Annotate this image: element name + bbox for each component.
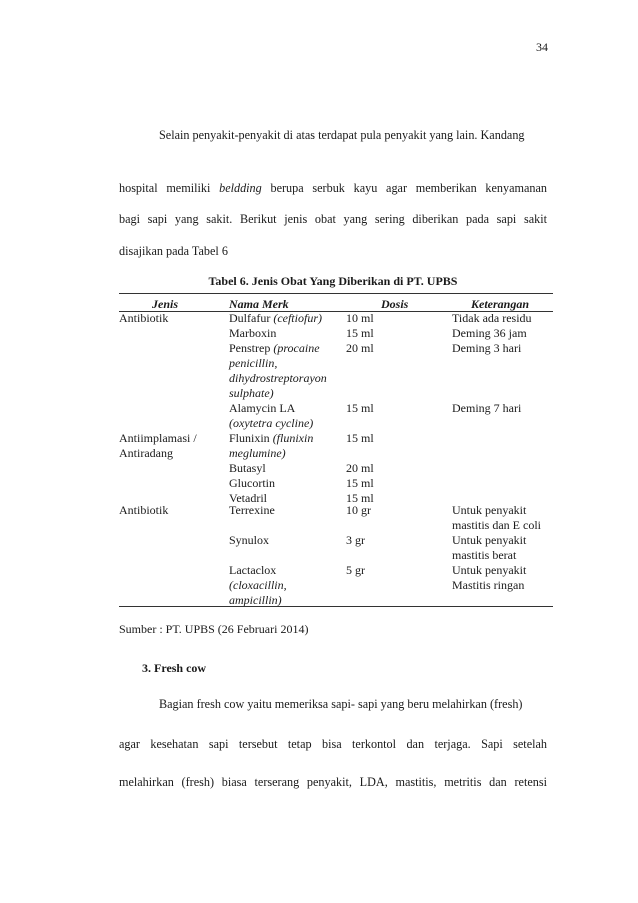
italic-term: beldding: [219, 181, 262, 195]
generic-name: ampicillin): [229, 593, 282, 607]
nama-merk-cell: Dulfafur (ceftiofur): [229, 311, 322, 325]
nama-merk-cell: Penstrep (procaine: [229, 341, 320, 355]
keterangan-cell: Deming 3 hari: [452, 341, 522, 355]
dosis-cell: 15 ml: [346, 401, 374, 415]
dosis-cell: 15 ml: [346, 491, 374, 505]
header-keterangan: Keterangan: [471, 297, 530, 311]
body-line-2: agar kesehatan sapi tersebut tetap bisa terkontol dan terjaga. Sapi setelah: [119, 737, 547, 751]
table-caption: Tabel 6. Jenis Obat Yang Diberikan di PT. UPBS: [208, 274, 458, 288]
dosis-cell: 20 ml: [346, 461, 374, 475]
nama-merk-cell: Glucortin: [229, 476, 275, 490]
nama-merk-cell: [229, 446, 286, 461]
header-dosis: Dosis: [381, 297, 409, 311]
generic-name: meglumine): [229, 446, 286, 460]
nama-merk-cell: [229, 386, 274, 401]
header-jenis: Jenis: [152, 297, 179, 311]
dosis-cell: 15 ml: [346, 476, 374, 490]
nama-merk-cell: Alamycin LA: [229, 401, 296, 415]
generic-name: sulphate): [229, 386, 274, 400]
generic-name: (ceftiofur): [273, 311, 322, 325]
dosis-cell: 15 ml: [346, 431, 374, 445]
generic-name: penicillin,: [229, 356, 278, 370]
keterangan-cell: Untuk penyakit: [452, 503, 527, 517]
dosis-cell: 15 ml: [346, 326, 374, 340]
keterangan-cell: Deming 36 jam: [452, 326, 527, 340]
section-heading: 3. Fresh cow: [142, 661, 207, 675]
jenis-cell: Antiimplamasi /: [119, 431, 197, 445]
dosis-cell: 3 gr: [346, 533, 365, 547]
page-number: 34: [536, 40, 548, 54]
table-bottom-rule: [119, 606, 553, 607]
intro-line-3: bagi sapi yang sakit. Berikut jenis obat yang sering diberikan pada sapi sakit: [119, 212, 547, 226]
dosis-cell: 20 ml: [346, 341, 374, 355]
nama-merk-cell: Vetadril: [229, 491, 267, 505]
nama-merk-cell: Synulox: [229, 533, 270, 547]
keterangan-cell: Untuk penyakit: [452, 563, 527, 577]
nama-merk-cell: [229, 578, 287, 593]
keterangan-cell: Mastitis ringan: [452, 578, 525, 592]
nama-merk-cell: Marboxin: [229, 326, 277, 340]
nama-merk-cell: Lactaclox: [229, 563, 277, 577]
dosis-cell: 10 gr: [346, 503, 371, 517]
jenis-cell: Antiradang: [119, 446, 173, 460]
generic-name: (procaine: [273, 341, 320, 355]
generic-name: (oxytetra cycline): [229, 416, 314, 430]
nama-merk-cell: Terrexine: [229, 503, 275, 517]
intro-line-4: disajikan pada Tabel 6: [119, 244, 228, 258]
nama-merk-cell: [229, 416, 313, 431]
generic-name: dihydrostreptorayon: [229, 371, 327, 385]
table-top-rule: [119, 293, 553, 294]
body-line-1: Bagian fresh cow yaitu memeriksa sapi- sapi yang beru melahirkan (fresh): [159, 697, 523, 711]
keterangan-cell: Deming 7 hari: [452, 401, 522, 415]
generic-name: (flunixin: [272, 431, 314, 445]
intro-line-1: Selain penyakit-penyakit di atas terdapat pula penyakit yang lain. Kandang: [159, 128, 525, 142]
generic-name: (cloxacillin,: [229, 578, 287, 592]
nama-merk-cell: [229, 356, 277, 371]
body-line-3: melahirkan (fresh) biasa terserang penyakit, LDA, mastitis, metritis dan retensi: [119, 775, 547, 789]
jenis-cell: Antibiotik: [119, 311, 169, 325]
intro-line-2: hospital memiliki beldding berupa serbuk kayu agar memberikan kenyamanan: [119, 181, 548, 195]
header-nama-merk: Nama Merk: [229, 297, 289, 311]
nama-merk-cell: Flunixin (flunixin: [229, 431, 314, 445]
table-source: Sumber : PT. UPBS (26 Februari 2014): [119, 622, 309, 636]
keterangan-cell: Untuk penyakit: [452, 533, 527, 547]
dosis-cell: 10 ml: [346, 311, 374, 325]
keterangan-cell: mastitis berat: [452, 548, 517, 562]
nama-merk-cell: Butasyl: [229, 461, 266, 475]
jenis-cell: Antibiotik: [119, 503, 169, 517]
keterangan-cell: mastitis dan E coli: [452, 518, 541, 532]
nama-merk-cell: [229, 371, 327, 386]
dosis-cell: 5 gr: [346, 563, 365, 577]
keterangan-cell: Tidak ada residu: [452, 311, 532, 325]
